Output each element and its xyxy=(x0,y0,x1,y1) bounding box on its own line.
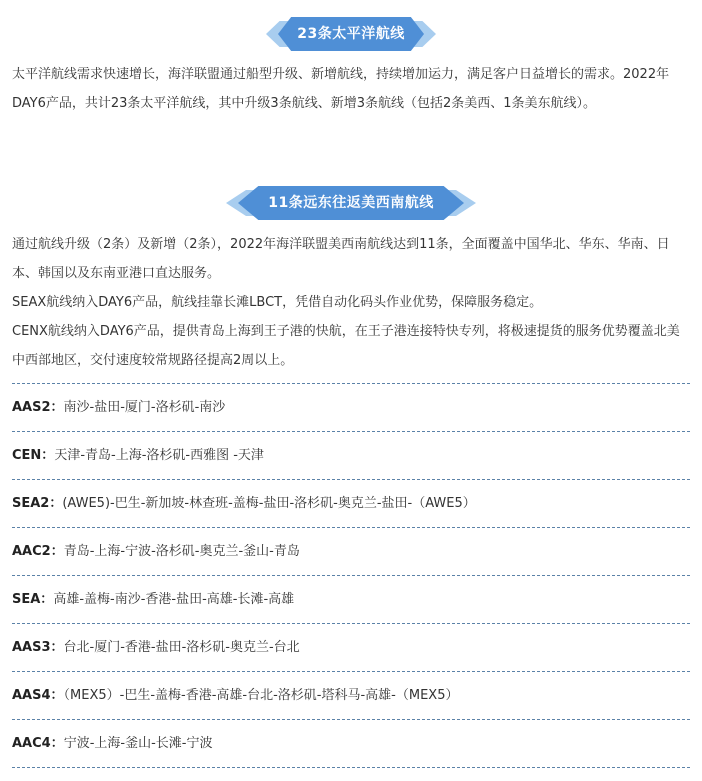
route-ports: 青岛-上海-宁波-洛杉矶-奥克兰-釜山-青岛 xyxy=(63,544,300,559)
route-code: AAC2： xyxy=(12,544,64,559)
section2-paragraph-1: 通过航线升级（2条）及新增（2条），2022年海洋联盟美西南航线达到11条，全面覆盖中国华北、华东、华南、日本、韩国以及东南亚港口直达服务。 xyxy=(12,237,670,281)
route-ports: 高雄-盖梅-南沙-香港-盐田-高雄-长滩-高雄 xyxy=(53,592,295,607)
route-ports: 南沙-盐田-厦门-洛杉矶-南沙 xyxy=(63,400,226,415)
route-ports: （MEX5）-巴生-盖梅-香港-高雄-台北-洛杉矶-塔科马-高雄-（MEX5） xyxy=(63,688,459,703)
route-code: AAS4： xyxy=(12,688,64,703)
route-ports: 天津-青岛-上海-洛杉矶-西雅图 -天津 xyxy=(54,448,264,463)
route-code: AAC4： xyxy=(12,736,64,751)
route-row xyxy=(12,431,690,479)
route-code: AAS2： xyxy=(12,400,64,415)
section1-title: 23条太平洋航线 xyxy=(297,26,405,42)
section2-banner xyxy=(0,186,702,220)
route-row xyxy=(12,479,690,527)
route-code: SEA： xyxy=(12,592,54,607)
route-list xyxy=(12,383,690,768)
section2-paragraph-3: CENX航线纳入DAY6产品，提供青岛上海到王子港的快航，在王子港连接特快专列，将极速提货的服务优势覆盖北美中西部地区，交付速度较常规路径提高2周以上。 xyxy=(12,324,680,368)
route-ports: 台北-厦门-香港-盐田-洛杉矶-奥克兰-台北 xyxy=(63,640,300,655)
route-row xyxy=(12,527,690,575)
section1-body: 太平洋航线需求快速增长，海洋联盟通过船型升级、新增航线，持续增加运力，满足客户日益增长的需求。2022年DAY6产品，共计23条太平洋航线，其中升级3条航线、新增3条航线（包括2条美西、1条美东航线）。 xyxy=(12,67,670,111)
route-code: CEN： xyxy=(12,448,55,463)
route-row xyxy=(12,575,690,623)
route-ports: 宁波-上海-釜山-长滩-宁波 xyxy=(63,736,213,751)
section2-paragraph-2: SEAX航线纳入DAY6产品，航线挂靠长滩LBCT，凭借自动化码头作业优势，保障服务稳定。 xyxy=(12,295,543,310)
route-row xyxy=(12,383,690,431)
route-row xyxy=(12,719,690,768)
route-row xyxy=(12,671,690,719)
route-code: SEA2： xyxy=(12,496,63,511)
section2-title: 11条远东往返美西南航线 xyxy=(268,195,434,211)
section1-banner xyxy=(0,17,702,51)
route-row xyxy=(12,623,690,671)
route-ports: (AWE5)-巴生-新加坡-林查班-盖梅-盐田-洛杉矶-奥克兰-盐田-（AWE5） xyxy=(62,496,476,511)
route-code: AAS3： xyxy=(12,640,64,655)
